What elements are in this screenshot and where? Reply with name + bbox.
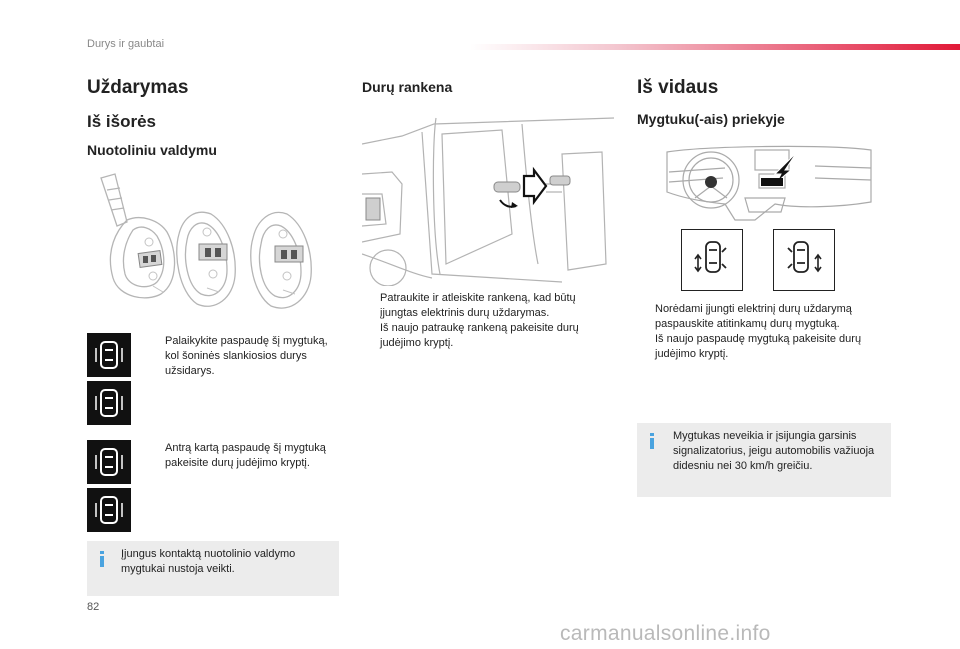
watermark: carmanualsonline.info — [560, 622, 771, 645]
door-close-button-icon — [87, 333, 131, 377]
bullet-marker — [362, 291, 372, 321]
section-title-closing: Uždarymas — [87, 77, 189, 98]
list-item: Patraukite ir atleiskite rankeną, kad būtų įjungtas elektrinis durų uždarymas. — [362, 291, 614, 321]
bullet-marker — [147, 334, 157, 379]
page-number: 82 — [87, 601, 100, 613]
door-close-button-icon — [87, 488, 131, 532]
list-item: Palaikykite paspaudę šį mygtuką, kol šoninės slankiosios durys užsidarys. — [147, 334, 339, 379]
header-accent-bar — [470, 44, 960, 50]
bullet-marker — [637, 302, 647, 332]
heading-door-handle: Durų rankena — [362, 79, 453, 95]
info-icon — [95, 551, 109, 567]
bullet-list — [637, 302, 889, 362]
bullet-marker — [147, 441, 157, 471]
door-close-button-icon — [87, 381, 131, 425]
sliding-door-handle-illustration — [362, 114, 614, 286]
running-header: Durys ir gaubtai — [87, 38, 165, 50]
bullet-marker — [362, 321, 372, 351]
right-door-button-pictogram — [773, 229, 835, 291]
list-item: Iš naujo paspaudę mygtuką pakeisite durų judėjimo kryptį. — [637, 332, 889, 362]
info-note-text: Mygtukas neveikia ir įsijungia garsinis signalizatorius, jeigu automobilis važiuoja didesniu nei 30 km/h greičiu. — [673, 430, 875, 472]
info-note — [637, 423, 891, 497]
subtitle-from-outside: Iš išorės — [87, 112, 156, 131]
dashboard-illustration — [665, 142, 873, 222]
bullet-list — [147, 334, 339, 379]
remote-keys-illustration — [87, 170, 339, 320]
list-item: Iš naujo patraukę rankeną pakeisite durų judėjimo kryptį. — [362, 321, 614, 351]
left-door-button-pictogram — [681, 229, 743, 291]
info-icon — [645, 433, 659, 449]
bullet-list — [362, 291, 614, 351]
section-title-from-inside: Iš vidaus — [637, 77, 719, 98]
heading-remote-control: Nuotoliniu valdymu — [87, 142, 217, 158]
bullet-marker — [637, 332, 647, 362]
info-note-text: Įjungus kontaktą nuotolinio valdymo mygtukai nustoja veikti. — [121, 548, 296, 575]
list-item: Norėdami įjungti elektrinį durų uždarymą paspauskite atitinkamų durų mygtuką. — [637, 302, 889, 332]
bullet-list — [147, 441, 339, 471]
list-item: Antrą kartą paspaudę šį mygtuką pakeisite durų judėjimo kryptį. — [147, 441, 339, 471]
heading-front-buttons: Mygtuku(-ais) priekyje — [637, 111, 785, 127]
info-note — [87, 541, 339, 596]
door-close-button-icon — [87, 440, 131, 484]
